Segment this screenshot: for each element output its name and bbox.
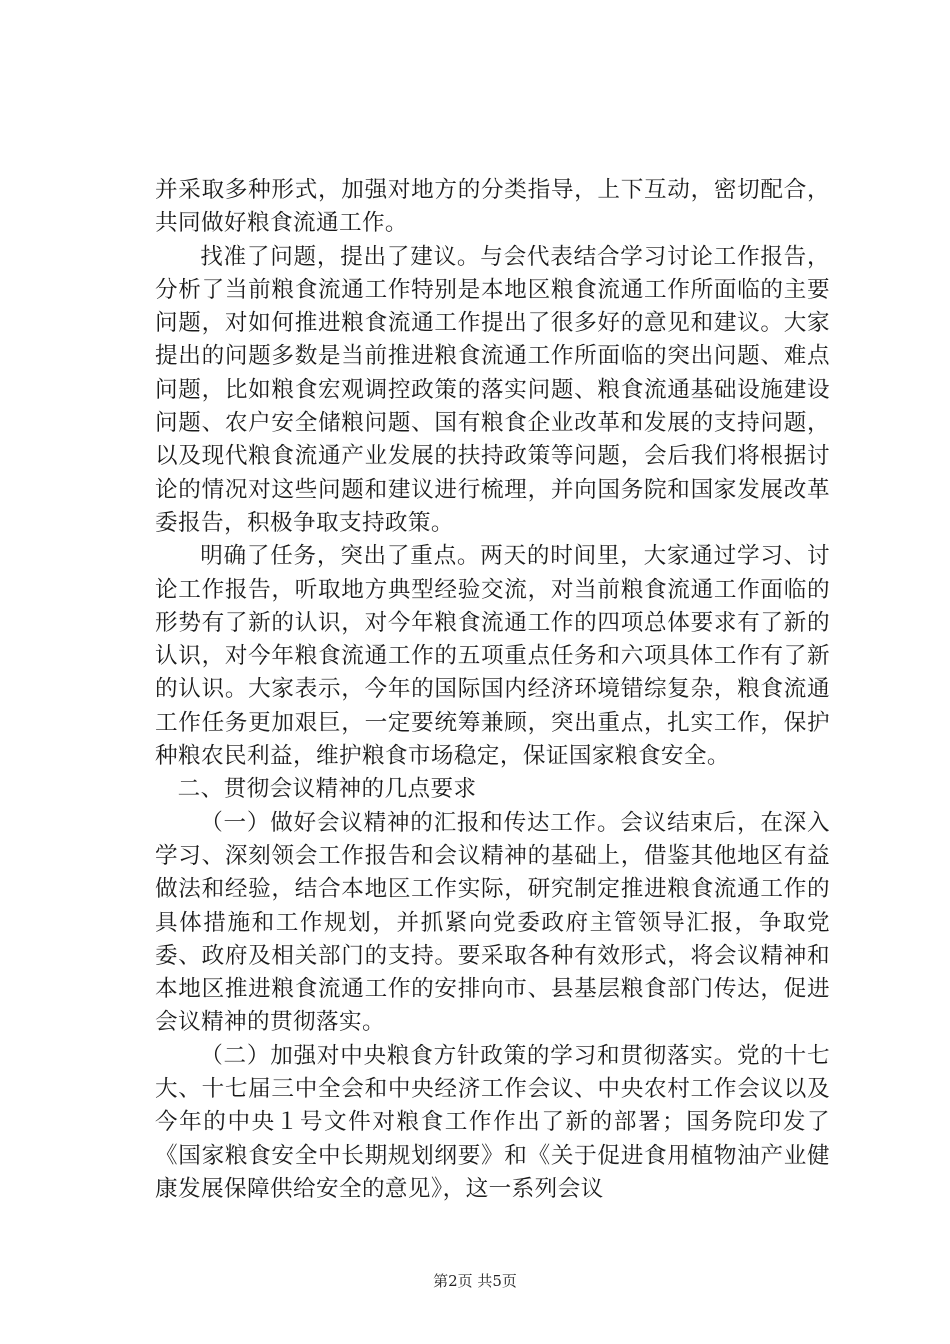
paragraph-requirement-2: （二）加强对中央粮食方针政策的学习和贯彻落实。党的十七大、十七届三中全会和中央经济工作会议、中央农村工作会议以及今年的中央１号文件对粮食工作作出了新的部署；国务院印发了《国家粮食安全中长期规划纲要》和《关于促进食用植物油产业健康发展保障供给安全的意见》，这一系列会议 [155, 1042, 830, 1202]
paragraph-requirement-1: （一）做好会议精神的汇报和传达工作。会议结束后，在深入学习、深刻领会工作报告和会议精神的基础上，借鉴其他地区有益做法和经验，结合本地区工作实际，研究制定推进粮食流通工作的具体措施和工作规划，并抓紧向党委政府主管领导汇报，争取党委、政府及相关部门的支持。要采取各种有效形式，将会议精神和本地区推进粮食流通工作的安排向市、县基层粮食部门传达，促进会议精神的贯彻落实。 [155, 809, 830, 1036]
paragraph-problems-suggestions: 找准了问题，提出了建议。与会代表结合学习讨论工作报告，分析了当前粮食流通工作特别是本地区粮食流通工作所面临的主要问题，对如何推进粮食流通工作提出了很多好的意见和建议。大家提出的问题多数是当前推进粮食流通工作所面临的突出问题、难点问题，比如粮食宏观调控政策的落实问题、粮食流通基础设施建设问题、农户安全储粮问题、国有粮食企业改革和发展的支持问题，以及现代粮食流通产业发展的扶持政策等问题，会后我们将根据讨论的情况对这些问题和建议进行梳理，并向国务院和国家发展改革委报告，积极争取支持政策。 [155, 243, 830, 536]
paragraph-continuation: 并采取多种形式，加强对地方的分类指导，上下互动，密切配合，共同做好粮食流通工作。 [155, 177, 830, 237]
page-number-footer: 第2页 共5页 [433, 1272, 517, 1290]
paragraph-tasks-priorities: 明确了任务，突出了重点。两天的时间里，大家通过学习、讨论工作报告，听取地方典型经验交流，对当前粮食流通工作面临的形势有了新的认识，对今年粮食流通工作的四项总体要求有了新的认识，对今年粮食流通工作的五项重点任务和六项具体工作有了新的认识。大家表示，今年的国际国内经济环境错综复杂，粮食流通工作任务更加艰巨，一定要统筹兼顾，突出重点，扎实工作，保护种粮农民利益，维护粮食市场稳定，保证国家粮食安全。 [155, 543, 830, 770]
section-heading: 二、贯彻会议精神的几点要求 [177, 776, 477, 803]
document-body [155, 174, 830, 1206]
